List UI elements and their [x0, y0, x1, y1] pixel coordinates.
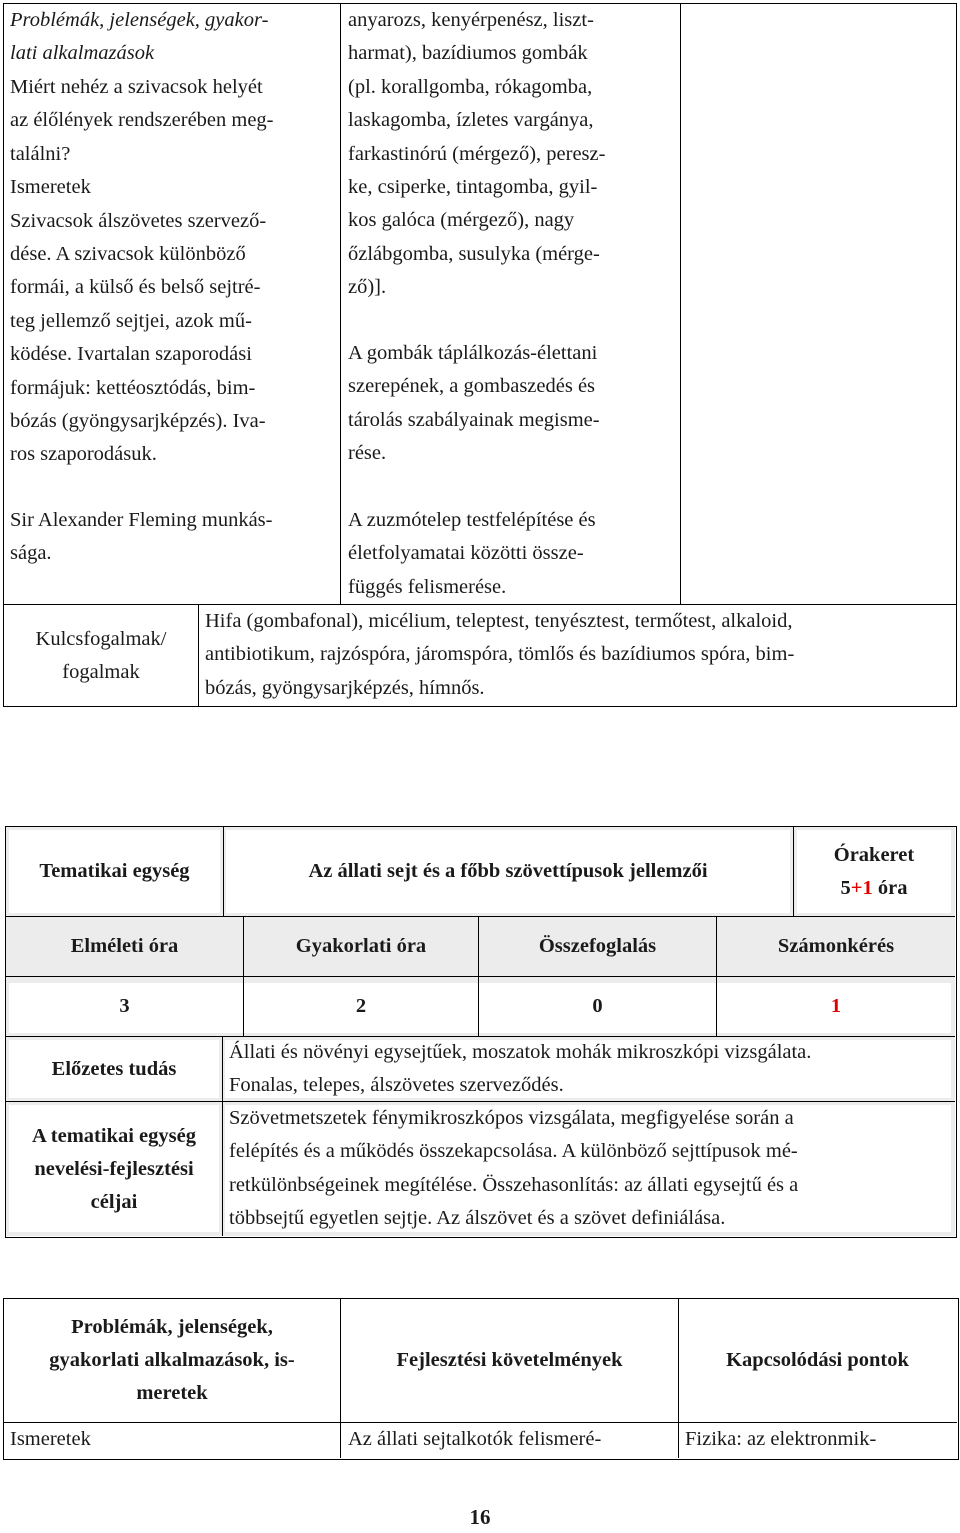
page-number: 16 — [469, 1505, 491, 1529]
bottom-cell-requirement: Az állati sejtalkotók felismeré- — [348, 1428, 602, 1450]
goals-line: retkülönbségeinek megítélése. Összehasonlítás: az állati egysejtű és a — [229, 1173, 799, 1196]
prior-line: Fonalas, telepes, álszövetes szerveződés. — [229, 1074, 564, 1097]
col2-line: (pl. korallgomba, rókagomba, — [348, 75, 593, 98]
goals-label — [6, 1102, 222, 1236]
col2-line: szerepének, a gombaszedés és — [348, 375, 596, 398]
col2-line: A gombák táplálkozás-élettani — [348, 342, 598, 364]
key-concepts-line: bózás, gyöngysarjképzés, hímnős. — [205, 676, 485, 699]
col1-line: dése. A szivacsok különböző — [10, 243, 246, 266]
header-problems — [4, 1299, 340, 1422]
col2-body — [348, 4, 605, 305]
col-header-practice: Gyakorlati óra — [295, 935, 427, 957]
col1-extra-line: Sir Alexander Fleming munkás- — [10, 509, 273, 531]
col1-line: bózás (gyöngysarjképzés). Iva- — [10, 410, 266, 433]
col2-line: függés felismerése. — [348, 575, 507, 598]
col1-line: ködése. Ivartalan szaporodási — [10, 343, 252, 366]
unit-label: Tematikai egység — [39, 860, 190, 882]
prior-knowledge-label: Előzetes tudás — [51, 1057, 177, 1080]
hours-cell — [797, 830, 951, 913]
col1-extra — [10, 504, 272, 571]
value-assessment: 1 — [830, 995, 842, 1017]
col1-heading-line: lati alkalmazások — [10, 42, 155, 65]
col2-paragraph-3 — [348, 504, 596, 604]
col2-line: anyarozs, kenyérpenész, liszt- — [348, 9, 594, 31]
col1-line: formái, a külső és belső sejtré- — [10, 276, 261, 299]
hours-value — [841, 872, 908, 905]
col2-line: harmat), bazídiumos gombák — [348, 42, 588, 65]
unit-title: Az állati sejt és a főbb szövettípusok jellemzői — [308, 860, 708, 882]
header-connections: Kapcsolódási pontok — [726, 1349, 909, 1371]
col1-body — [10, 71, 274, 472]
hours-extra: +1 — [850, 876, 873, 899]
col-header-summary: Összefoglalás — [538, 935, 657, 957]
goals-text — [229, 1102, 798, 1236]
header-problems-line: gyakorlati alkalmazások, is- — [49, 1349, 295, 1371]
col1-line: az élőlények rendszerében meg- — [10, 109, 274, 132]
header-problems-line: Problémák, jelenségek, — [71, 1316, 273, 1338]
col1-heading — [10, 4, 268, 71]
goals-label-line: céljai — [90, 1190, 138, 1213]
col2-line: farkastinórú (mérgező), peresz- — [348, 142, 606, 165]
goals-line: többsejtű egyetlen sejtje. Az álszövet és a szövet definiálása. — [229, 1207, 726, 1230]
col1-heading-line: Problémák, jelenségek, gyakor- — [10, 9, 269, 31]
col2-line: tárolás szabályainak megisme- — [348, 408, 600, 431]
prior-line: Állati és növényi egysejtűek, moszatok mohák mikroszkópi vizsgálata. — [229, 1041, 812, 1063]
header-requirements: Fejlesztési követelmények — [396, 1349, 623, 1371]
hours-unit: óra — [877, 876, 908, 899]
col-header-assessment: Számonkérés — [777, 935, 895, 957]
hours-label: Órakeret — [833, 843, 915, 866]
col-header-theory: Elméleti óra — [70, 935, 179, 957]
col2-line: rése. — [348, 442, 387, 465]
goals-label-line: A tematikai egység — [32, 1124, 196, 1147]
key-concepts-label-line: Kulcsfogalmak/ — [35, 627, 167, 650]
col1-line: formájuk: kettéosztódás, bim- — [10, 376, 256, 399]
goals-line: felépítés és a működés összekapcsolása. A különböző sejttípusok mé- — [229, 1140, 798, 1163]
bottom-cell-connection: Fizika: az elektronmik- — [685, 1428, 877, 1450]
col2-line: őzlábgomba, susulyka (mérge- — [348, 242, 600, 265]
col1-line: találni? — [10, 142, 71, 165]
col2-line: A zuzmótelep testfelépítése és — [348, 509, 596, 531]
col1-line: teg jellemző sejtjei, azok mű- — [10, 309, 252, 332]
key-concepts-label — [4, 605, 198, 706]
col1-line: Szivacsok álszövetes szervező- — [10, 209, 267, 232]
col2-paragraph-2 — [348, 337, 600, 471]
prior-knowledge-text — [229, 1036, 811, 1103]
col2-line: ző)]. — [348, 276, 387, 299]
col1-line: ros szaporodásuk. — [10, 443, 157, 466]
hours-base: 5 — [840, 876, 851, 899]
header-problems-line: meretek — [136, 1382, 208, 1404]
col1-line: Miért nehéz a szivacsok helyét — [10, 76, 263, 98]
col1-line: Ismeretek — [10, 176, 91, 199]
key-concepts-text — [205, 605, 794, 705]
value-theory: 3 — [119, 995, 130, 1017]
bottom-cell-knowledge: Ismeretek — [10, 1428, 91, 1450]
col2-line: laskagomba, ízletes vargánya, — [348, 109, 594, 132]
col2-line: kos galóca (mérgező), nagy — [348, 209, 575, 232]
col2-line: életfolyamatai közötti össze- — [348, 542, 584, 565]
value-practice: 2 — [355, 995, 367, 1017]
col2-line: ke, csiperke, tintagomba, gyil- — [348, 176, 598, 199]
col1-extra-line: sága. — [10, 542, 52, 565]
goals-label-line: nevelési-fejlesztési — [34, 1157, 194, 1180]
value-summary: 0 — [592, 995, 603, 1017]
key-concepts-label-line: fogalmak — [62, 660, 140, 683]
key-concepts-line: Hifa (gombafonal), micélium, teleptest, tenyésztest, termőtest, alkaloid, — [205, 610, 793, 632]
goals-line: Szövetmetszetek fénymikroszkópos vizsgálata, megfigyelése során a — [229, 1107, 794, 1129]
key-concepts-line: antibiotikum, rajzóspóra, járomspóra, tömlős és bazídiumos spóra, bim- — [205, 643, 795, 666]
